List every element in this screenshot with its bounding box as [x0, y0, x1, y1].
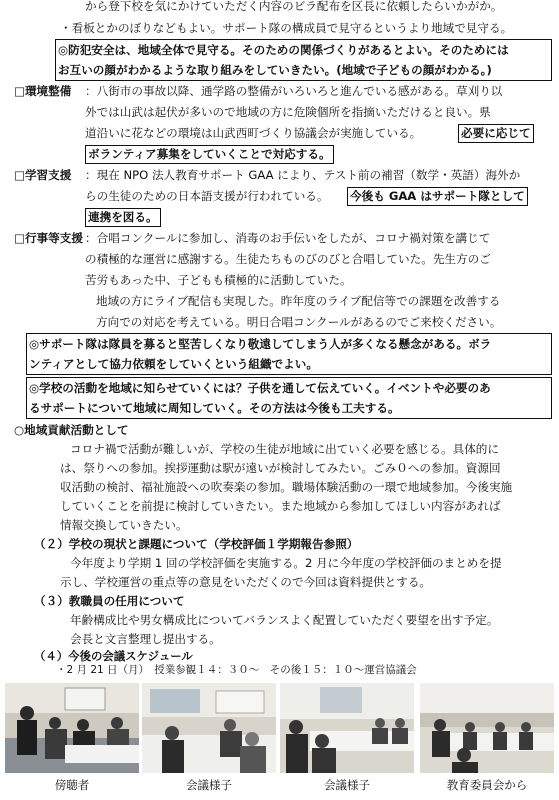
box-line: ンティアとして協力依頼をしていくという組織でよい。 [29, 357, 318, 371]
text-line: 情報交換していきたい。 [60, 518, 188, 532]
text-line: の積極的な運営に感謝する。生徒たちものびのびと合唱していた。先生方のご [85, 252, 491, 266]
photo-caption: 会議様子 [186, 778, 232, 792]
section-heading-4: （４）今後の会議スケジュール [34, 646, 193, 667]
box-line: ◎学校の活動を地域に知らせていくには？子供を通して伝えていく。イベントや必要のあ [29, 381, 491, 395]
text-line: 年齢構成比や男女構成比についてバランスよく配置していただく要望を出す予定。 [70, 613, 499, 627]
box-line: ◎サポート隊は隊員を募ると堅苦しくなり敬遠してしまう人が多くなる懸念がある。ボラ [29, 337, 492, 351]
section-heading-community: ○地域貢献活動として [14, 423, 129, 437]
box-line: るサポートについて地域に周知していく。その方法は今後も工夫する。 [29, 401, 400, 415]
text-line: 今年度より学期 1 回の学校評価を実施する。2 月に今年度の学校評価のまとめを提 [70, 556, 502, 570]
photo-caption: 会議様子 [324, 778, 370, 792]
text-line: 方向での対応を考えている。明日合唱コンクールがあるのでご来校ください。 [96, 315, 502, 329]
photo-strip [0, 683, 559, 800]
box-line: お互いの顔がわかるような取り組みをしていきたい。(地域で子どもの顔がわかる。) [58, 63, 492, 77]
section-heading-learning: □学習支援 [14, 168, 72, 182]
text-line: 外では山武は起伏が多いので地域の方に危険個所を指摘いただけると良い。県 [85, 105, 491, 119]
text-line: らの生徒のための日本語支援が行われている。 [85, 189, 329, 203]
photo-meeting-icon [280, 683, 414, 773]
photo-board-of-education-icon [420, 683, 554, 773]
photo-caption: 傍聴者 [54, 778, 90, 792]
text-line: 収活動の検討、福祉施設への吹奏楽の参加。職場体験活動の一環で地域参加。今後実施 [60, 480, 513, 494]
highlight-inline: 連携を図る。 [85, 207, 161, 228]
photo-caption: 教育委員会から [446, 778, 528, 792]
section-heading-environment: □環境整備 [14, 84, 72, 98]
box-line: ◎防犯安全は、地域全体で見守る。そのための関係づくりがあるとよい。そのためには [58, 43, 509, 57]
text-line: 苦労もあった中、子どもも積極的に活動していた。 [85, 273, 352, 287]
text-line: は、祭りへの参加。挨拶運動は駅が遠いが検討してみたい。ごみ０への参加。資源回 [60, 461, 501, 475]
schedule-item: ・2 月 21 日（月） 授業参観１４：３０～ その後１５：１０～運営協議会 [56, 664, 417, 676]
text-line: 道沿いに花などの環境は山武西町づくり協議会が実施している。 [85, 126, 422, 140]
section-heading-2: （２）学校の現状と課題について（学校評価１学期報告参照） [34, 537, 359, 551]
text-line: ：八街市の事故以降、通学路の整備がいろいろと進んでいる感がある。草刈り以 [85, 84, 503, 98]
text-line: 示し、学校運営の重点等の意見をいただくので今回は資料提供とする。 [60, 575, 432, 589]
highlight-box-support-team [26, 333, 552, 375]
text-line: コロナ禍で活動が難しいが、学校の生徒が地域に出ていく必要を感じる。具体的に [70, 442, 499, 456]
section-heading-events: □行事等支援 [14, 231, 83, 245]
photo-meeting-icon [142, 683, 276, 773]
text-line: していくことを前提に検討していきたい。また地域から参加してほしい内容があれば [60, 499, 501, 513]
highlight-inline: 今後も GAA はサポート隊として [347, 186, 528, 207]
highlight-box-school-activities [26, 377, 552, 419]
text-line: から登下校を気にかけていただく内容のビラ配布を区長に依頼したらいかがか。 [85, 0, 503, 13]
highlight-box-crime-prevention [55, 39, 552, 81]
photo-observers-icon [5, 683, 139, 773]
text-line: 会長と文言整理し提出する。 [70, 632, 221, 646]
highlight-inline: ボランティア募集をしていくことで対応する。 [85, 144, 334, 165]
text-line: ：合唱コンクールに参加し、消毒のお手伝いをしたが、コロナ禍対策を講じて [85, 231, 491, 245]
section-heading-3: （３）教職員の任用について [34, 594, 185, 608]
text-line: 地域の方にライブ配信も実現した。昨年度のライブ配信等での課題を改善する [96, 294, 501, 308]
highlight-inline: 必要に応じて [458, 123, 534, 144]
text-line: ・看板とかのぼりなどもよい。サポート隊の構成員で見守るというより地域で見守る。 [60, 21, 513, 35]
text-line: ：現在 NPO 法人教育サポート GAA により、テスト前の補習（数学・英語）海外か [85, 168, 521, 182]
